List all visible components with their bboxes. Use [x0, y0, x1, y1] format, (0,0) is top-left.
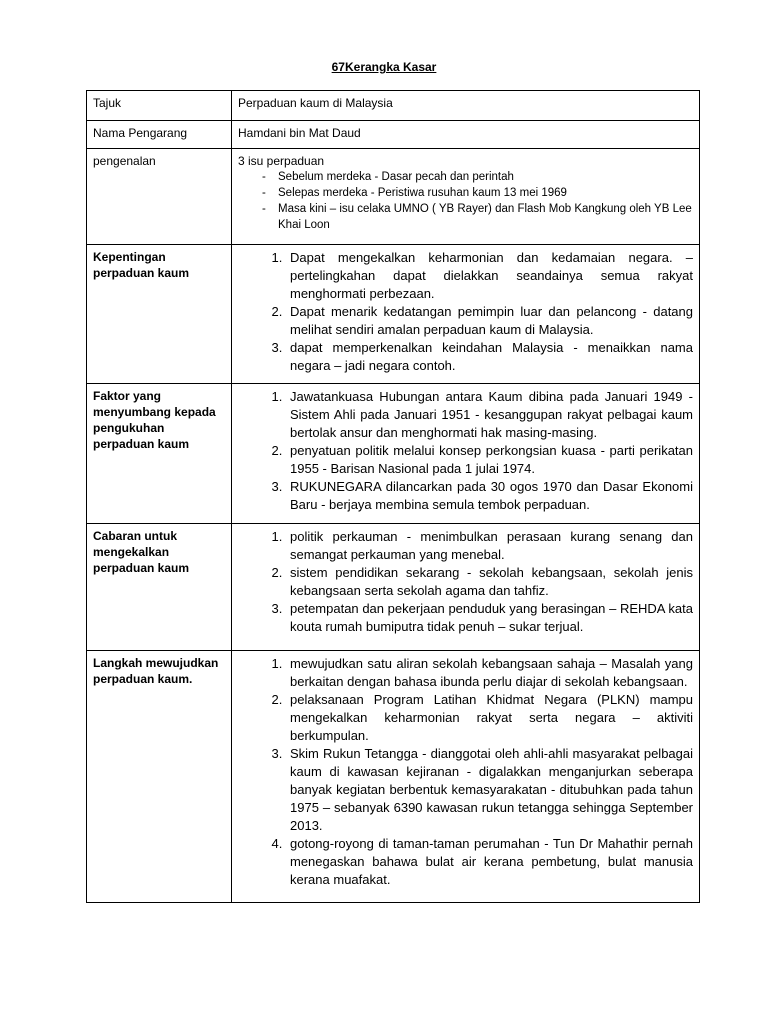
list-item: 4. gotong-royong di taman-taman perumahan - Tun Dr Mahathir pernah menegaskan bahawa bulat air kerana pembetung, bulat manusia kerana muafakat.	[286, 835, 693, 889]
value-tajuk: Perpaduan kaum di Malaysia	[232, 91, 700, 121]
value-cabaran	[232, 524, 700, 651]
label-pengenalan: pengenalan	[87, 149, 232, 245]
label-cabaran: Cabaran untuk mengekalkan perpaduan kaum	[87, 524, 232, 651]
row-cabaran	[87, 524, 700, 651]
cabaran-list	[238, 528, 693, 636]
row-kepentingan	[87, 245, 700, 384]
outline-table	[86, 90, 700, 903]
langkah-list	[238, 655, 693, 889]
row-langkah	[87, 651, 700, 903]
label-kepentingan: Kepentingan perpaduan kaum	[87, 245, 232, 384]
list-item: - Sebelum merdeka - Dasar pecah dan perintah	[262, 169, 693, 185]
list-item: 1. Dapat mengekalkan keharmonian dan kedamaian negara. – pertelingkahan dapat dielakkan seandainya semua rakyat menghormati perbezaan.	[286, 249, 693, 303]
list-item: 2. Dapat menarik kedatangan pemimpin luar dan pelancong - datang melihat sendiri amalan perpaduan kaum di Malaysia.	[286, 303, 693, 339]
list-item: 3. petempatan dan pekerjaan penduduk yang berasingan – REHDA kata kouta rumah bumiputra tidak penuh – sukar terjual.	[286, 600, 693, 636]
row-tajuk	[87, 91, 700, 121]
list-item: 3. RUKUNEGARA dilancarkan pada 30 ogos 1970 dan Dasar Ekonomi Baru - berjaya membina semula tembok perpaduan.	[286, 478, 693, 514]
list-item: 1. politik perkauman - menimbulkan perasaan kurang senang dan semangat perkauman yang menebal.	[286, 528, 693, 564]
value-langkah	[232, 651, 700, 903]
label-pengarang: Nama Pengarang	[87, 121, 232, 149]
row-pengenalan	[87, 149, 700, 245]
list-item: 3. dapat memperkenalkan keindahan Malaysia - menaikkan nama negara – jadi negara contoh.	[286, 339, 693, 375]
list-item: 1. mewujudkan satu aliran sekolah kebangsaan sahaja – Masalah yang berkaitan dengan bahasa ibunda perlu diajar di sekolah kebangsaan.	[286, 655, 693, 691]
list-item: - Selepas merdeka - Peristiwa rusuhan kaum 13 mei 1969	[262, 185, 693, 201]
label-faktor: Faktor yang menyumbang kepada pengukuhan perpaduan kaum	[87, 384, 232, 524]
list-item: 2. penyatuan politik melalui konsep perkongsian kuasa - parti perikatan 1955 - Barisan Nasional pada 1 julai 1974.	[286, 442, 693, 478]
row-faktor	[87, 384, 700, 524]
list-item: - Masa kini – isu celaka UMNO ( YB Rayer) dan Flash Mob Kangkung oleh YB Lee Khai Loon	[262, 201, 693, 233]
label-langkah: Langkah mewujudkan perpaduan kaum.	[87, 651, 232, 903]
list-item: 3. Skim Rukun Tetangga - dianggotai oleh ahli-ahli masyarakat pelbagai kaum di kawasan kejiranan - digalakkan menganjurkan seberapa banyak kegiatan berbentuk kemasyarakatan - ditubuhkan pada tahun 1975 – sebanyak 6390 kawasan rukun tetangga sehingga September 2013.	[286, 745, 693, 835]
label-tajuk: Tajuk	[87, 91, 232, 121]
pengenalan-list	[238, 169, 693, 233]
value-pengarang: Hamdani bin Mat Daud	[232, 121, 700, 149]
document-title: 67Kerangka Kasar	[331, 60, 437, 74]
value-kepentingan	[232, 245, 700, 384]
list-item: 2. pelaksanaan Program Latihan Khidmat Negara (PLKN) mampu mengekalkan keharmonian rakyat serta negara – aktiviti berkumpulan.	[286, 691, 693, 745]
list-item: 1. Jawatankuasa Hubungan antara Kaum dibina pada Januari 1949 - Sistem Ahli pada Januari 1951 - kesanggupan rakyat pelbagai kaum bertolak ansur dan menghormati hak masing-masing.	[286, 388, 693, 442]
value-pengenalan	[232, 149, 700, 245]
list-item: 2. sistem pendidikan sekarang - sekolah kebangsaan, sekolah jenis kebangsaan serta sekolah agama dan tahfiz.	[286, 564, 693, 600]
pengenalan-intro: 3 isu perpaduan	[238, 154, 325, 168]
faktor-list	[238, 388, 693, 514]
kepentingan-list	[238, 249, 693, 375]
row-pengarang	[87, 121, 700, 149]
value-faktor	[232, 384, 700, 524]
